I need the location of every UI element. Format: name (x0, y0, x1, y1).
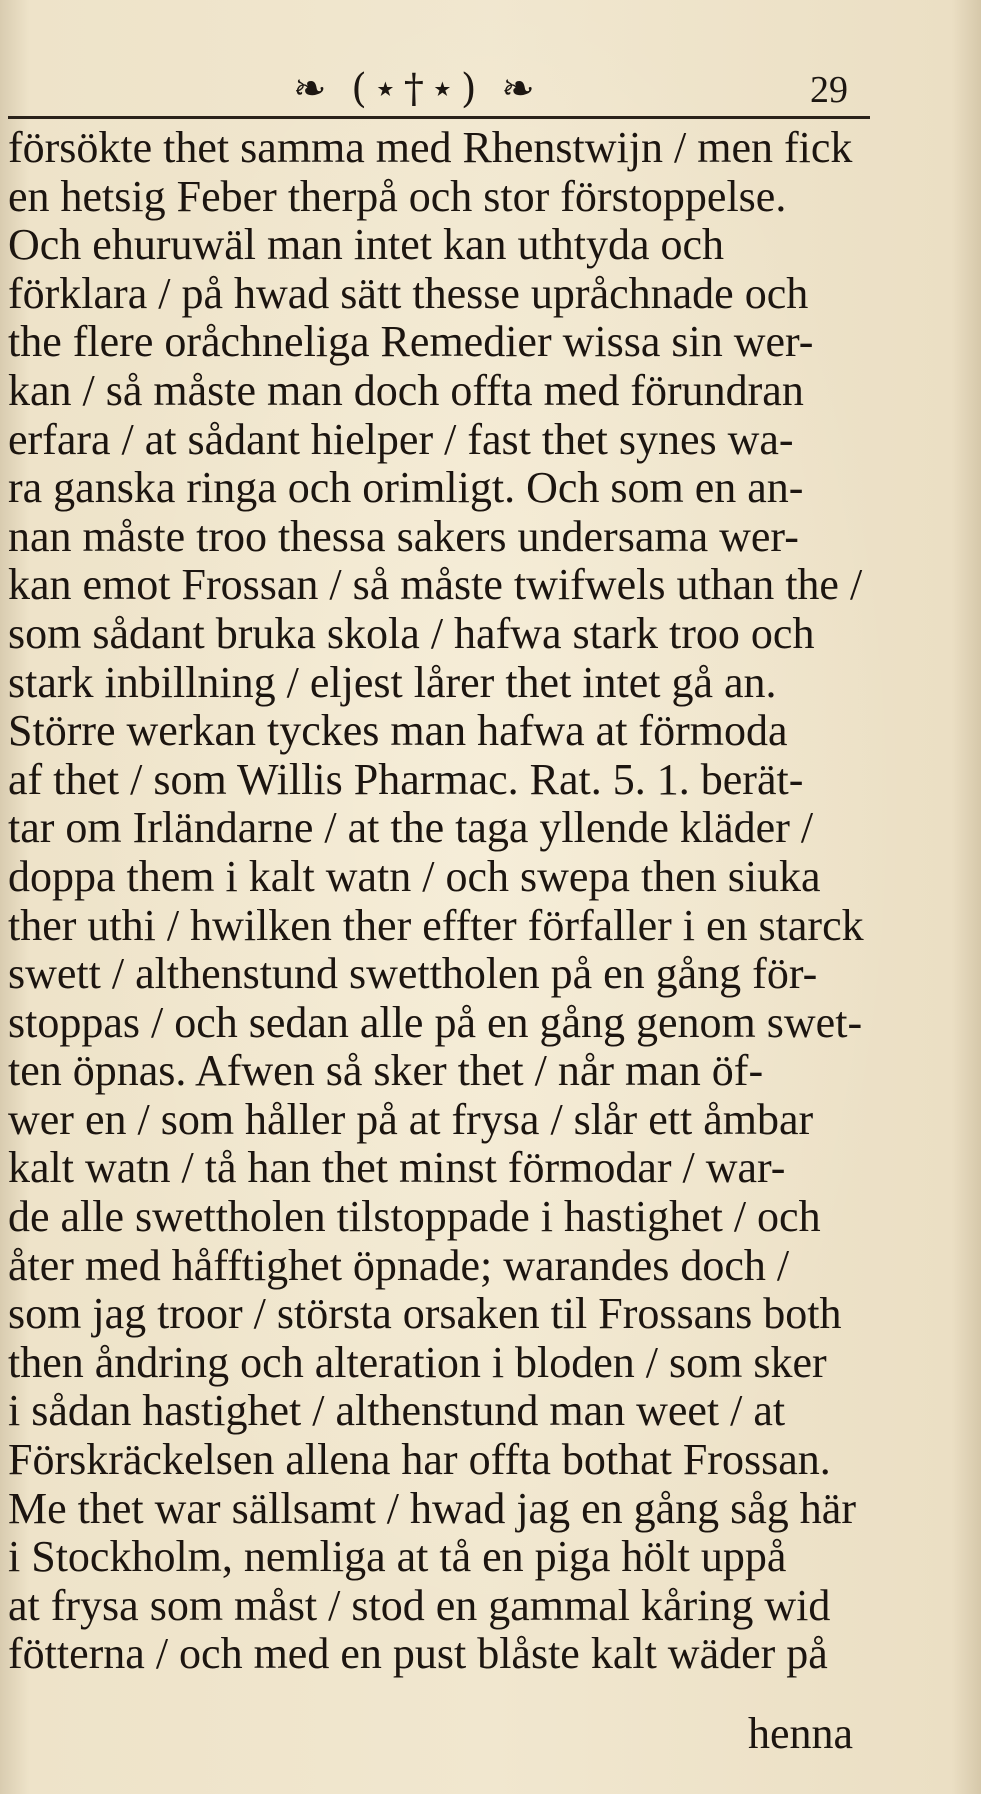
text-line: wer en / som håller på at frysa / slår ett åmbar (8, 1095, 814, 1144)
header-ornament: ❧ (⋆†⋆) ❧ (293, 66, 541, 112)
text-line: at frysa som måst / stod en gammal kåring wid (8, 1581, 831, 1630)
text-line: som jag troor / största orsaken til Frossans both (8, 1290, 842, 1339)
body-text (8, 124, 874, 1679)
header-rule (8, 116, 870, 119)
text-line: en hetsig Feber therpå och stor förstoppelse. (8, 172, 787, 221)
text-line: ther uthi / hwilken ther effter förfaller i en starck (8, 901, 864, 950)
text-line: the flere oråchneliga Remedier wissa sin wer- (8, 318, 814, 367)
text-line: kalt watn / tå han thet minst förmodar / war- (8, 1144, 786, 1193)
text-line: ten öpnas. Afwen så sker thet / når man öf- (8, 1047, 764, 1096)
text-line: tar om Irländarne / at the taga yllende kläder / (8, 804, 814, 853)
text-line: doppa them i kalt watn / och swepa then siuka (8, 852, 821, 901)
text-line: Me thet war sällsamt / hwad jag en gång såg här (8, 1484, 856, 1533)
text-line: kan / så måste man doch offta med förundran (8, 366, 804, 415)
text-line: åter med håfftighet öpnade; warandes doch / (8, 1241, 790, 1290)
text-line: kan emot Frossan / så måste twifwels uthan the / (8, 561, 863, 610)
text-line: stoppas / och sedan alle på en gång genom swet- (8, 998, 863, 1047)
text-line: ra ganska ringa och orimligt. Och som en an- (8, 464, 804, 513)
text-line: försökte thet samma med Rhenstwijn / men fick (8, 124, 853, 172)
text-line: fötterna / och med en pust blåste kalt wäder på (8, 1630, 828, 1679)
text-line: Förskräckelsen allena har offta bothat Frossan. (8, 1436, 831, 1485)
text-line: i sådan hastighet / althenstund man weet / at (8, 1387, 786, 1436)
text-line: erfara / at sådant hielper / fast thet synes wa- (8, 415, 794, 464)
text-line: nan måste troo thessa sakers undersama wer- (8, 512, 799, 561)
catchword: henna (748, 1709, 854, 1758)
text-line: Större werkan tyckes man hafwa at förmoda (8, 707, 788, 756)
text-line: stark inbillning / eljest lårer thet intet gå an. (8, 658, 777, 707)
text-line: förklara / på hwad sätt thesse upråchnade och (8, 269, 809, 318)
text-line: af thet / som Willis Pharmac. Rat. 5. 1. berät- (8, 755, 804, 804)
text-line: de alle swettholen tilstoppade i hastighet / och (8, 1193, 821, 1242)
text-line: som sådant bruka skola / hafwa stark troo och (8, 609, 815, 658)
text-line: i Stockholm, nemliga at tå en piga hölt uppå (8, 1533, 787, 1582)
text-line: Och ehuruwäl man intet kan uthtyda och (8, 221, 725, 270)
text-line: then åndring och alteration i bloden / som sker (8, 1338, 827, 1387)
text-line: swett / althenstund swettholen på en gång för- (8, 950, 818, 999)
page-number: 29 (810, 69, 848, 111)
running-header (8, 60, 868, 120)
